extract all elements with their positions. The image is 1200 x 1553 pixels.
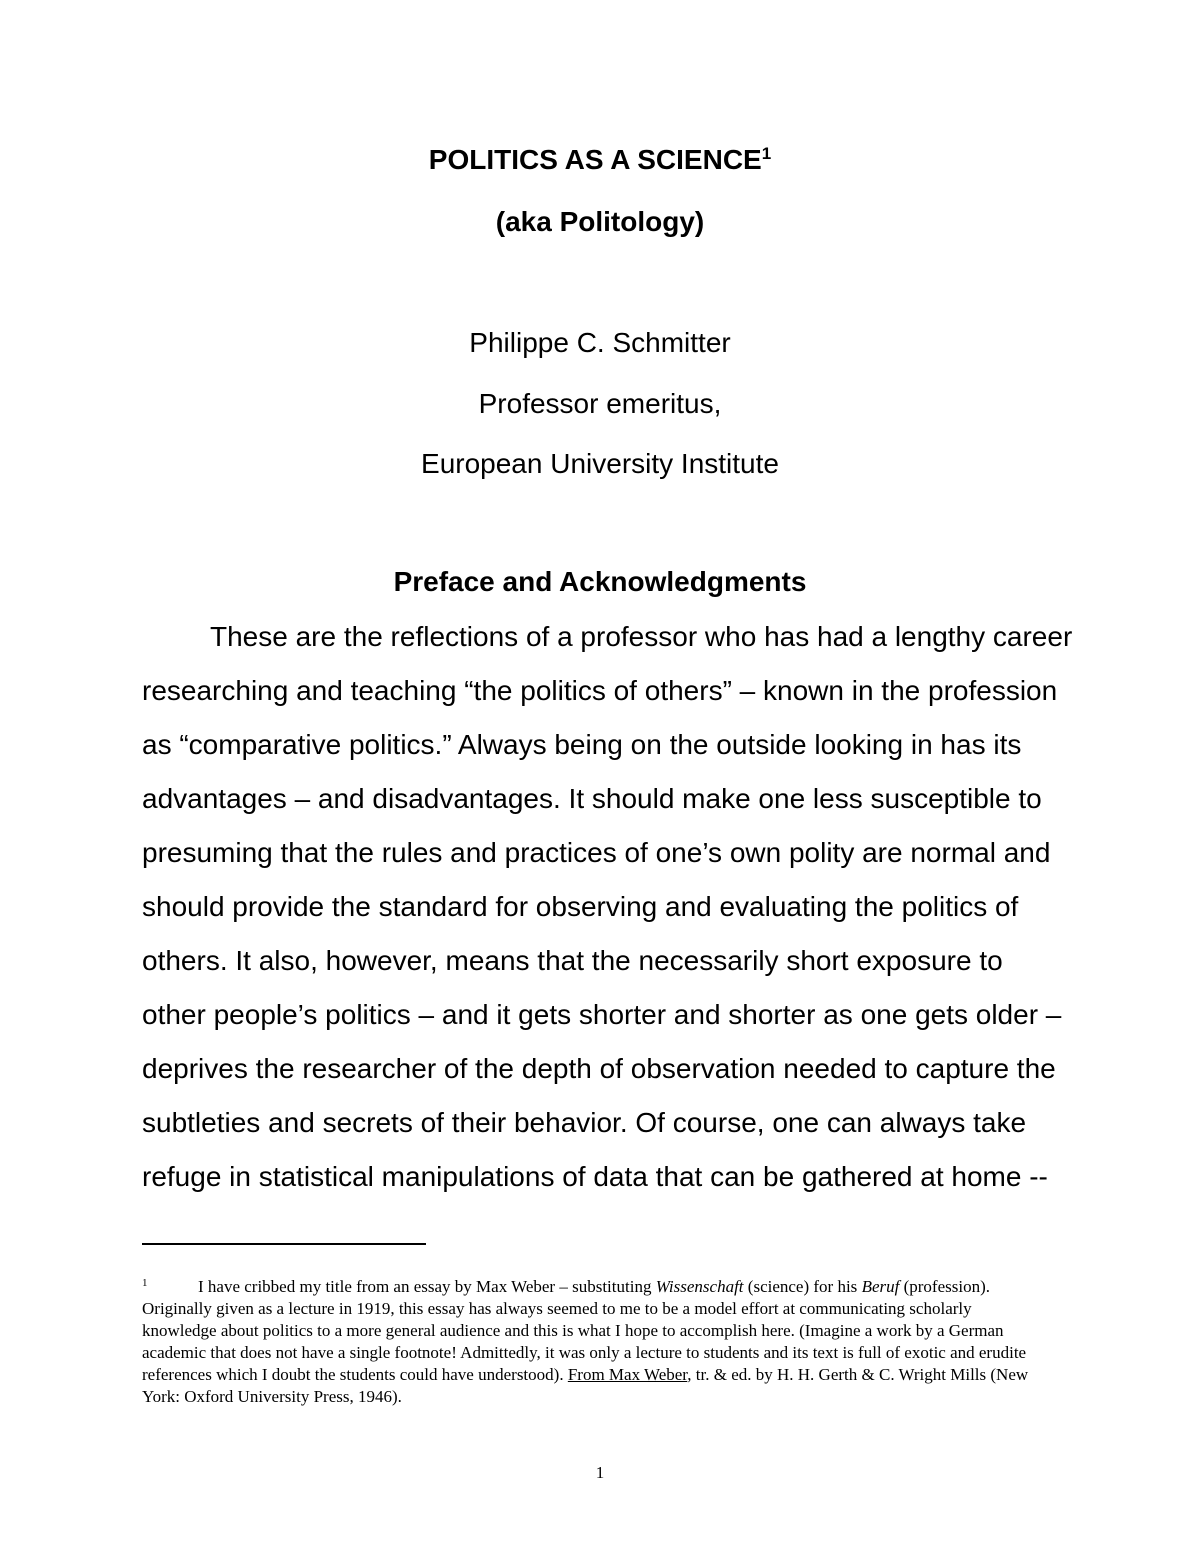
body-line: other people’s politics – and it gets shorter and shorter as one gets older – (142, 999, 1062, 1030)
footnote-marker: 1 (142, 1277, 148, 1289)
author-institution: European University Institute (421, 448, 779, 479)
footnote-line (142, 1364, 1192, 1386)
body-line: deprives the researcher of the depth of observation needed to capture the (142, 1053, 1056, 1084)
footnote-book-title: From Max Weber (567, 1365, 688, 1384)
body-line: others. It also, however, means that the necessarily short exposure to (142, 945, 1003, 976)
title-footnote-ref[interactable]: 1 (761, 144, 772, 163)
body-line: presuming that the rules and practices of one’s own polity are normal and (142, 837, 1051, 868)
footnote-text: references which I doubt the students could have understood). (142, 1365, 568, 1384)
footnote-line: knowledge about politics to a more general audience and this is what I hope to accomplish here. (Imagine a work by a German (142, 1321, 1004, 1340)
footnote-text: (science) for his (743, 1277, 862, 1296)
footnote-text: I have cribbed my title from an essay by Max Weber – substituting (198, 1277, 656, 1296)
footnote-italic-term: Wissenschaft (655, 1277, 744, 1296)
body-line: subtleties and secrets of their behavior. Of course, one can always take (142, 1107, 1027, 1138)
body-paragraph (142, 610, 1192, 1204)
author-name: Philippe C. Schmitter (469, 327, 731, 358)
footnote-line (142, 1276, 1192, 1298)
footnote (142, 1276, 1192, 1408)
footnote-text: , tr. & ed. by H. H. Gerth & C. Wright Mills (New (687, 1365, 1029, 1384)
section-heading: Preface and Acknowledgments (393, 566, 807, 597)
footnote-line: York: Oxford University Press, 1946). (142, 1387, 402, 1406)
footnote-line: Originally given as a lecture in 1919, this essay has always seemed to me to be a model effort at communicating scholarly (142, 1299, 972, 1318)
body-line: as “comparative politics.” Always being on the outside looking in has its (142, 729, 1022, 760)
document-title (0, 143, 1200, 177)
author-position: Professor emeritus, (478, 388, 722, 419)
page-number: 1 (595, 1463, 605, 1482)
body-line: These are the reflections of a professor who has had a lengthy career (210, 621, 1073, 652)
body-line: researching and teaching “the politics of others” – known in the profession (142, 675, 1058, 706)
document-subtitle: (aka Politology) (495, 206, 705, 237)
footnote-text: (profession). (899, 1277, 990, 1296)
title-text: POLITICS AS A SCIENCE (428, 144, 762, 175)
body-line: refuge in statistical manipulations of data that can be gathered at home -- (142, 1161, 1048, 1192)
footnote-italic-term: Beruf (861, 1277, 900, 1296)
footnote-separator (142, 1243, 426, 1245)
footnote-line: academic that does not have a single footnote! Admittedly, it was only a lecture to students and its text is full of exotic and erudite (142, 1343, 1027, 1362)
body-line: advantages – and disadvantages. It should make one less susceptible to (142, 783, 1042, 814)
body-line: should provide the standard for observing and evaluating the politics of (142, 891, 1019, 922)
